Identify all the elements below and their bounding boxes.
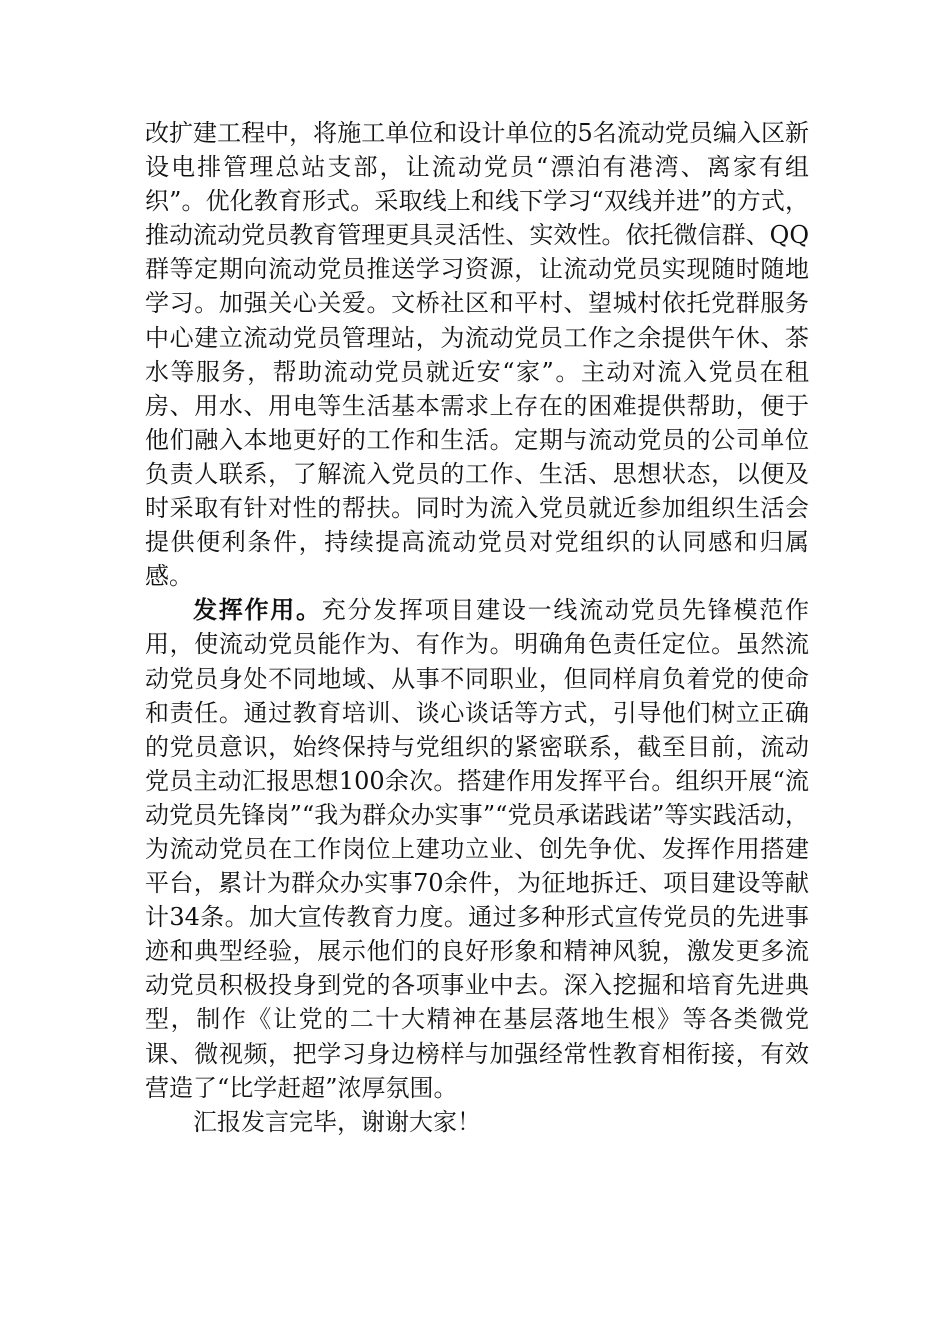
document-page bbox=[145, 116, 809, 1139]
paragraph-continuation bbox=[145, 116, 809, 593]
paragraph-text: 改扩建工程中，将施工单位和设计单位的5名流动党员编入区新设电排管理总站支部，让流动党员“漂泊有港湾、离家有组织”。优化教育形式。采取线上和线下学习“双线并进”的方式，推动流动党员教育管理更具灵活性、实效性。依托微信群、QQ群等定期向流动党员推送学习资源，让流动党员实现随时随地学习。加强关心关爱。文桥社区和平村、望城村依托党群服务中心建立流动党员管理站，为流动党员工作之余提供午休、茶水等服务，帮助流动党员就近安“家”。主动对流入党员在租房、用水、用电等生活基本需求上存在的困难提供帮助，便于他们融入本地更好的工作和生活。定期与流动党员的公司单位负责人联系，了解流入党员的工作、生活、思想状态，以便及时采取有针对性的帮扶。同时为流入党员就近参加组织生活会提供便利条件，持续提高流动党员对党组织的认同感和归属感。 bbox=[145, 119, 809, 591]
paragraph-text: 充分发挥项目建设一线流动党员先锋模范作用，使流动党员能作为、有作为。明确角色责任定位。虽然流动党员身处不同地域、从事不同职业，但同样肩负着党的使命和责任。通过教育培训、谈心谈话等方式，引导他们树立正确的党员意识，始终保持与党组织的紧密联系，截至目前，流动党员主动汇报思想100余次。搭建作用发挥平台。组织开展“流动党员先锋岗”“我为群众办实事”“党员承诺践诺”等实践活动，为流动党员在工作岗位上建功立业、创先争优、发挥作用搭建平台，累计为群众办实事70余件，为征地拆迁、项目建设等献计34条。加大宣传教育力度。通过多种形式宣传党员的先进事迹和典型经验，展示他们的良好形象和精神风貌，激发更多流动党员积极投身到党的各项事业中去。深入挖掘和培育先进典型，制作《让党的二十大精神在基层落地生根》等各类微党课、微视频，把学习身边榜样与加强经常性教育相衔接，有效营造了“比学赶超”浓厚氛围。 bbox=[145, 596, 810, 1102]
paragraph-text: 汇报发言完毕，谢谢大家！ bbox=[193, 1107, 481, 1136]
paragraph-closing bbox=[145, 1105, 809, 1139]
paragraph-lead-heading: 发挥作用。 bbox=[193, 596, 322, 625]
paragraph-play-role bbox=[145, 593, 809, 1104]
